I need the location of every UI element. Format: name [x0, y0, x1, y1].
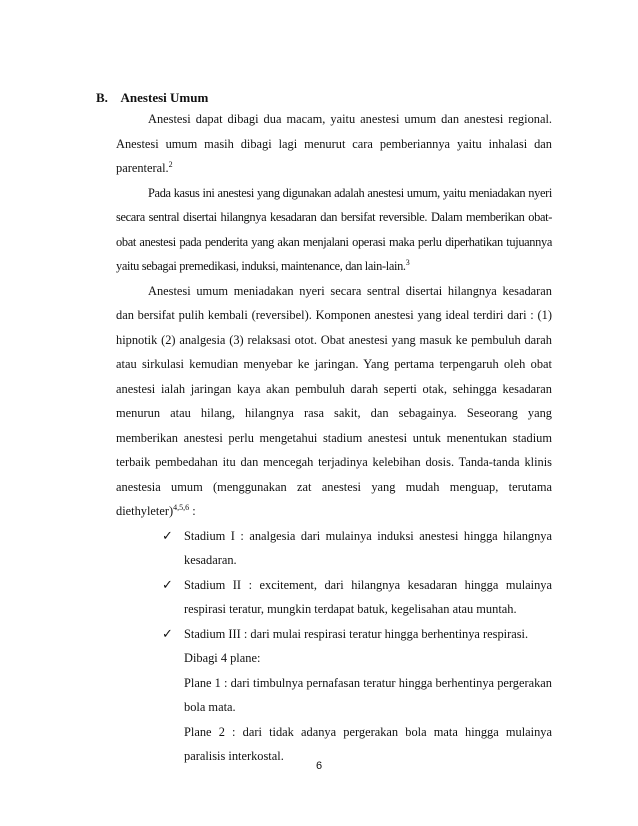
- stage-subtext: Dibagi 4 plane:: [184, 651, 261, 665]
- plane-item: Plane 2 : dari tidak adanya pergerakan bola mata hingga mulainya paralisis interkostal.: [184, 724, 552, 763]
- stage-text: Stadium II : excitement, dari hilangnya kesadaran hingga mulainya respirasi teratur, mungkin terdapat batuk, kegelisahan atau muntah.: [184, 577, 552, 616]
- plane-list: [116, 671, 552, 769]
- section-heading: [96, 90, 208, 106]
- stage-text: Stadium III : dari mulai respirasi teratur hingga berhentinya respirasi.: [184, 626, 529, 641]
- citation: 4,5,6: [173, 503, 190, 512]
- page-number: 6: [315, 760, 323, 772]
- checkmark-icon: ✓: [162, 625, 173, 641]
- checkmark-icon: ✓: [162, 576, 173, 592]
- paragraph-1: [116, 107, 552, 181]
- citation: 3: [405, 258, 410, 267]
- list-item: [116, 573, 552, 622]
- list-item: [116, 622, 552, 671]
- paragraph-3-text: Anestesi umum meniadakan nyeri secara sentral disertai hilangnya kesadaran dan bersifat pulih kembali (reversibel). Komponen anestesi yang ideal terdiri dari : (1) hipnotik (2) analgesia (3) relaksasi otot. Obat anestesi yang masuk ke pembuluh darah atau sirkulasi kemudian menyebar ke jaringan. Yang pertama terpengaruh oleh obat anestesi ialah jaringan kaya akan pembuluh darah seperti otak, sehingga kesadaran menurun atau hilang, hilangnya rasa sakit, dan sebagainya. Seseorang yang memberikan anestesi perlu mengetahui stadium anestesi untuk menentukan stadium terbaik pembedahan itu dan mencegah terjadinya kelebihan dosis. Tanda-tanda klinis anestesia umum (menggunakan zat anestesi yang mudah menguap, terutama diethyleter): [116, 283, 552, 518]
- paragraph-3: [116, 279, 552, 524]
- stage-list: [116, 524, 552, 671]
- list-item: [116, 524, 552, 573]
- paragraph-2: [116, 181, 552, 279]
- plane-item: Plane 1 : dari timbulnya pernafasan teratur hingga berhentinya pergerakan bola mata.: [184, 675, 552, 714]
- section-number: B.: [96, 90, 108, 105]
- paragraph-3-tail: :: [189, 504, 196, 518]
- paragraph-1-text: Anestesi dapat dibagi dua macam, yaitu anestesi umum dan anestesi regional. Anestesi umum masih dibagi lagi menurut cara pemberiannya yaitu inhalasi dan parenteral.: [116, 112, 552, 175]
- citation: 2: [168, 160, 173, 169]
- paragraph-2-text: Pada kasus ini anestesi yang digunakan adalah anestesi umum, yaitu meniadakan nyeri secara sentral disertai hilangnya kesadaran dan bersifat reversible. Dalam memberikan obat-obat anestesi pada penderita yang akan menjalani operasi maka perlu diperhatikan tujuannya yaitu sebagai premedikasi, induksi, maintenance, dan lain-lain.: [116, 185, 552, 273]
- checkmark-icon: ✓: [162, 527, 173, 543]
- stage-text: Stadium I : analgesia dari mulainya induksi anestesi hingga hilangnya kesadaran.: [184, 528, 552, 567]
- body-text: [116, 107, 552, 769]
- section-title: Anestesi Umum: [120, 90, 209, 105]
